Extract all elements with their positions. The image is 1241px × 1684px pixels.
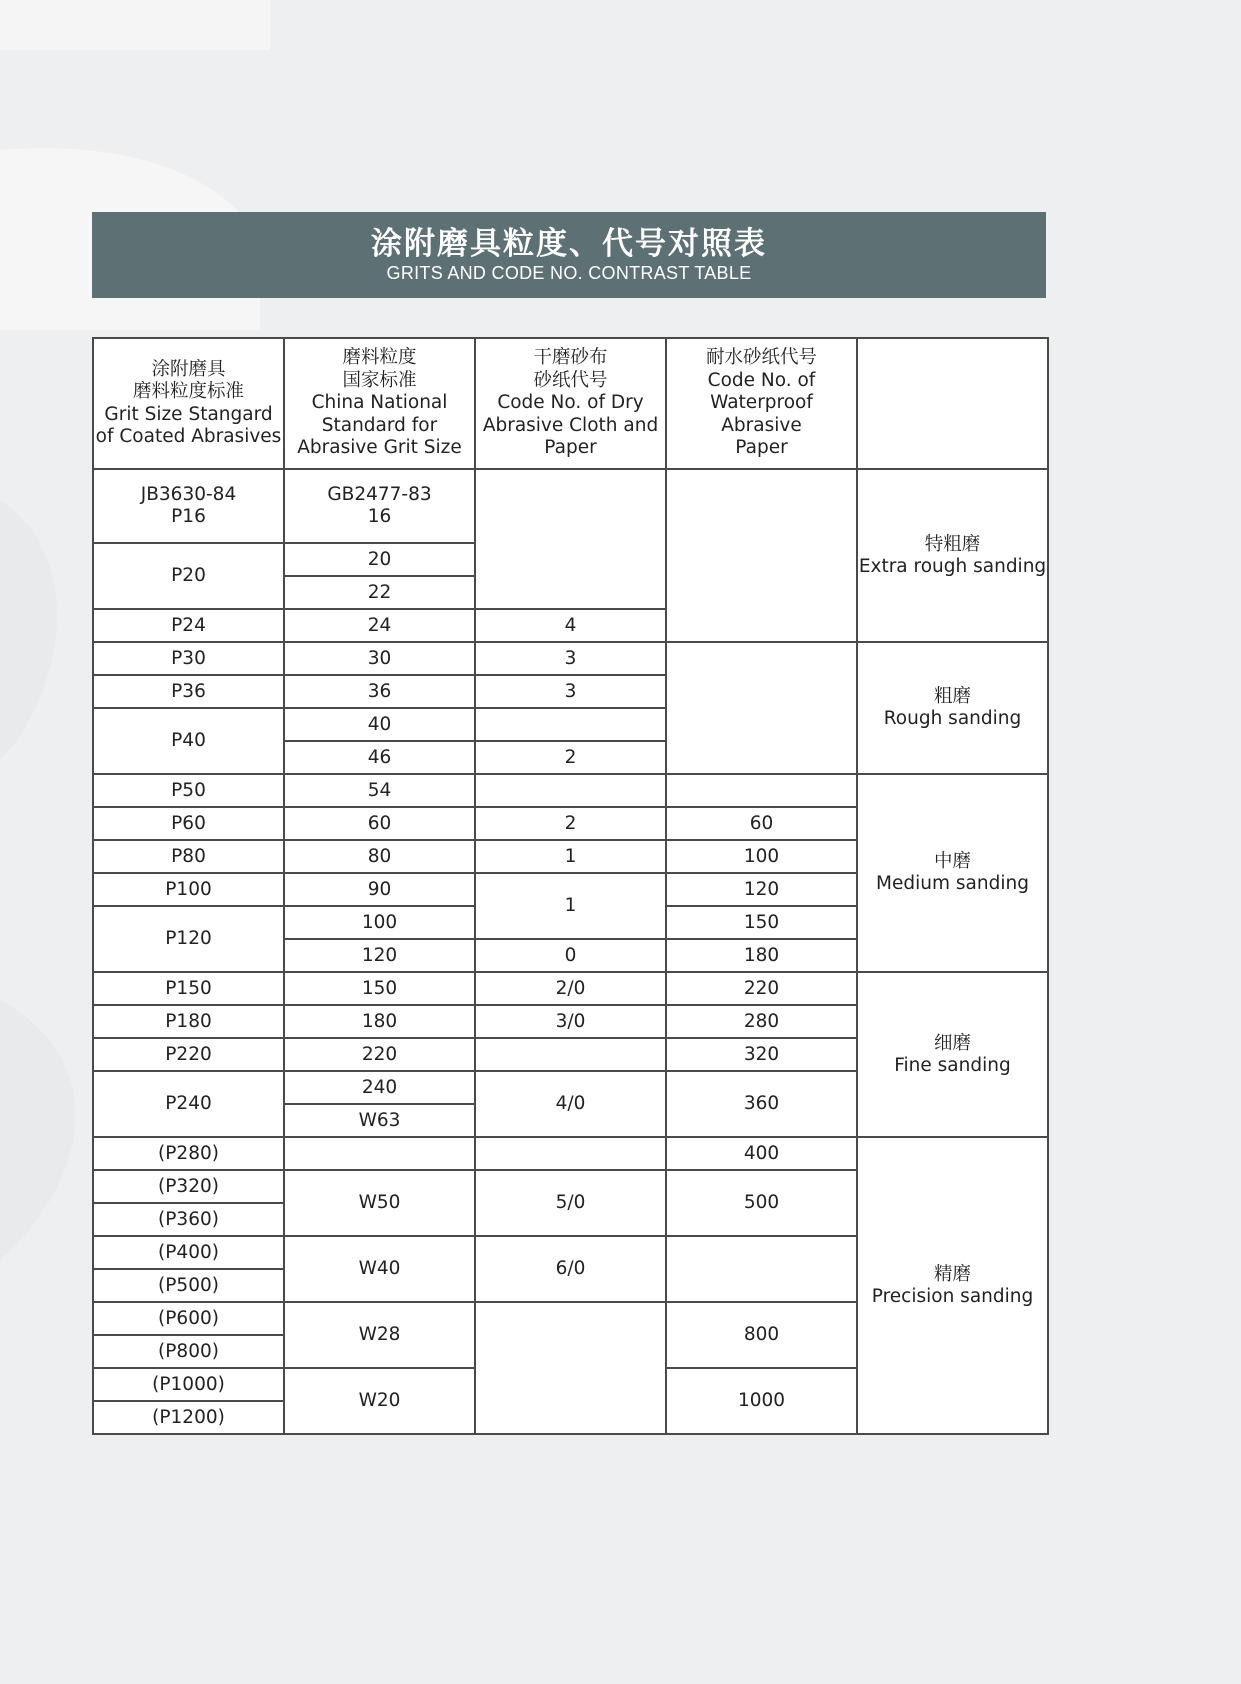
category-zh: 细磨 bbox=[933, 1032, 971, 1054]
header-line: of Coated Abrasives bbox=[95, 426, 282, 447]
cell-empty bbox=[284, 1137, 475, 1170]
cell: W63 bbox=[284, 1104, 475, 1137]
cell: (P360) bbox=[93, 1203, 284, 1236]
cell: (P1200) bbox=[93, 1401, 284, 1434]
header-dry-abrasive bbox=[475, 338, 666, 469]
header-line: Waterproof Abrasive bbox=[710, 392, 813, 436]
grit-contrast-table bbox=[92, 337, 1049, 1435]
cell: 400 bbox=[666, 1137, 857, 1170]
header-line: Abrasive Grit Size bbox=[297, 437, 462, 459]
cell: 100 bbox=[284, 906, 475, 939]
category-en: Extra rough sanding bbox=[858, 555, 1047, 577]
cell: 240 bbox=[284, 1071, 475, 1104]
cell-empty bbox=[475, 1038, 666, 1071]
cell-line: P16 bbox=[171, 506, 206, 527]
table-row bbox=[93, 469, 1048, 543]
table-header-row bbox=[93, 338, 1048, 469]
cell: 40 bbox=[284, 708, 475, 741]
title-en: GRITS AND CODE NO. CONTRAST TABLE bbox=[386, 263, 752, 283]
cell: 54 bbox=[284, 774, 475, 807]
cell: P80 bbox=[93, 840, 284, 873]
header-line: Code No. of bbox=[707, 369, 816, 391]
header-line: 国家标准 bbox=[342, 369, 417, 391]
header-line: Abrasive Cloth and bbox=[482, 414, 659, 436]
title-zh: 涂附磨具粒度、代号对照表 bbox=[371, 226, 767, 262]
cell: 180 bbox=[284, 1005, 475, 1038]
cell: 220 bbox=[284, 1038, 475, 1071]
cell-empty bbox=[475, 469, 666, 609]
cell: 1 bbox=[475, 840, 666, 873]
cell: W50 bbox=[284, 1170, 475, 1236]
cell: P180 bbox=[93, 1005, 284, 1038]
cell: (P800) bbox=[93, 1335, 284, 1368]
cell: 46 bbox=[284, 741, 475, 774]
category-en: Fine sanding bbox=[894, 1054, 1011, 1076]
cell: 3/0 bbox=[475, 1005, 666, 1038]
cell: 60 bbox=[666, 807, 857, 840]
cell: 2 bbox=[475, 741, 666, 774]
cell-line: JB3630-84 bbox=[140, 484, 237, 505]
table-row bbox=[93, 642, 1048, 675]
cell: P24 bbox=[93, 609, 284, 642]
cell-empty bbox=[475, 1302, 666, 1434]
header-coated-abrasives bbox=[93, 338, 284, 469]
cell: P50 bbox=[93, 774, 284, 807]
header-line: China National bbox=[311, 392, 448, 414]
cell: 180 bbox=[666, 939, 857, 972]
cell: 1000 bbox=[666, 1368, 857, 1434]
cell: 90 bbox=[284, 873, 475, 906]
cell: 1 bbox=[475, 873, 666, 939]
cell: 800 bbox=[666, 1302, 857, 1368]
cell bbox=[93, 469, 284, 543]
table-row bbox=[93, 972, 1048, 1005]
header-waterproof-paper bbox=[666, 338, 857, 469]
cell: 3 bbox=[475, 675, 666, 708]
header-line: Paper bbox=[544, 437, 597, 459]
category-extra-rough bbox=[857, 469, 1048, 642]
header-line: Standard for bbox=[321, 414, 438, 436]
cell: 320 bbox=[666, 1038, 857, 1071]
header-line: 磨料粒度 bbox=[342, 347, 417, 369]
category-en: Rough sanding bbox=[883, 708, 1022, 729]
header-line: 砂纸代号 bbox=[533, 369, 608, 391]
header-line: Code No. of Dry bbox=[497, 392, 644, 414]
cell: 0 bbox=[475, 939, 666, 972]
cell-empty bbox=[666, 469, 857, 642]
category-zh: 特粗磨 bbox=[924, 533, 981, 555]
cell: W40 bbox=[284, 1236, 475, 1302]
category-en: Precision sanding bbox=[871, 1285, 1034, 1307]
cell: 500 bbox=[666, 1170, 857, 1236]
cell: 24 bbox=[284, 609, 475, 642]
title-banner bbox=[92, 212, 1046, 298]
cell: (P600) bbox=[93, 1302, 284, 1335]
cell: 280 bbox=[666, 1005, 857, 1038]
cell: 22 bbox=[284, 576, 475, 609]
cell: 100 bbox=[666, 840, 857, 873]
cell: P36 bbox=[93, 675, 284, 708]
cell: 3 bbox=[475, 642, 666, 675]
cell-empty bbox=[666, 1236, 857, 1302]
header-china-standard bbox=[284, 338, 475, 469]
cell: 120 bbox=[666, 873, 857, 906]
cell bbox=[284, 469, 475, 543]
cell-empty bbox=[475, 708, 666, 741]
cell: (P500) bbox=[93, 1269, 284, 1302]
category-precision bbox=[857, 1137, 1048, 1434]
header-line: 磨料粒度标准 bbox=[132, 381, 244, 402]
header-line: 干磨砂布 bbox=[533, 347, 608, 369]
category-rough bbox=[857, 642, 1048, 774]
cell: 150 bbox=[284, 972, 475, 1005]
cell: 60 bbox=[284, 807, 475, 840]
cell: P30 bbox=[93, 642, 284, 675]
cell: P120 bbox=[93, 906, 284, 972]
header-line: Grit Size Stangard bbox=[104, 403, 273, 425]
cell-empty bbox=[666, 642, 857, 774]
cell: 120 bbox=[284, 939, 475, 972]
table-row bbox=[93, 1137, 1048, 1170]
cell: (P1000) bbox=[93, 1368, 284, 1401]
cell: P40 bbox=[93, 708, 284, 774]
cell: 30 bbox=[284, 642, 475, 675]
category-medium bbox=[857, 774, 1048, 972]
cell-empty bbox=[475, 1137, 666, 1170]
cell: P60 bbox=[93, 807, 284, 840]
cell: P20 bbox=[93, 543, 284, 609]
cell: 80 bbox=[284, 840, 475, 873]
table-row bbox=[93, 774, 1048, 807]
cell: 4 bbox=[475, 609, 666, 642]
cell: P240 bbox=[93, 1071, 284, 1137]
cell: P220 bbox=[93, 1038, 284, 1071]
cell-line: 16 bbox=[367, 506, 392, 527]
cell: 36 bbox=[284, 675, 475, 708]
cell: 2/0 bbox=[475, 972, 666, 1005]
cell: 5/0 bbox=[475, 1170, 666, 1236]
cell: P100 bbox=[93, 873, 284, 906]
cell-empty bbox=[475, 774, 666, 807]
category-zh: 精磨 bbox=[933, 1263, 971, 1285]
cell: (P320) bbox=[93, 1170, 284, 1203]
header-category bbox=[857, 338, 1048, 469]
cell: 360 bbox=[666, 1071, 857, 1137]
cell: 20 bbox=[284, 543, 475, 576]
cell: (P280) bbox=[93, 1137, 284, 1170]
cell: (P400) bbox=[93, 1236, 284, 1269]
header-line: 涂附磨具 bbox=[151, 358, 226, 380]
category-en: Medium sanding bbox=[876, 873, 1029, 894]
cell: 220 bbox=[666, 972, 857, 1005]
cell: 150 bbox=[666, 906, 857, 939]
cell: W20 bbox=[284, 1368, 475, 1434]
cell: P150 bbox=[93, 972, 284, 1005]
cell: 2 bbox=[475, 807, 666, 840]
header-line: 耐水砂纸代号 bbox=[705, 347, 817, 369]
cell-empty bbox=[666, 774, 857, 807]
category-fine bbox=[857, 972, 1048, 1137]
cell-line: GB2477-83 bbox=[327, 484, 432, 505]
cell: 4/0 bbox=[475, 1071, 666, 1137]
category-zh: 粗磨 bbox=[933, 686, 971, 707]
category-zh: 中磨 bbox=[933, 851, 971, 872]
cell: W28 bbox=[284, 1302, 475, 1368]
header-line: Paper bbox=[735, 437, 788, 459]
cell: 6/0 bbox=[475, 1236, 666, 1302]
